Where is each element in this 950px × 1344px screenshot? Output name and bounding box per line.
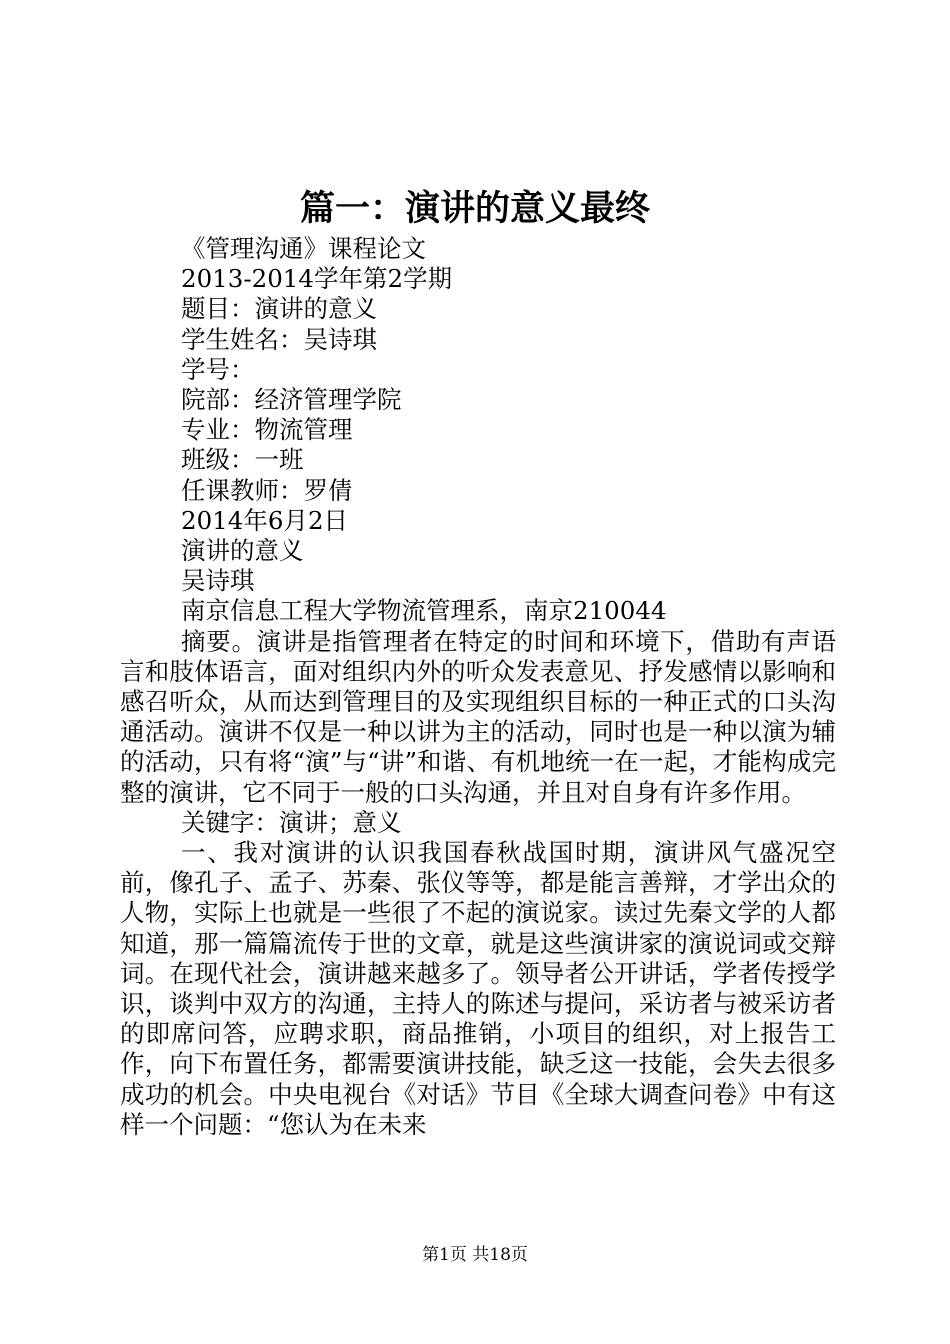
header-line-student-name: 学生姓名：吴诗琪 (181, 324, 377, 354)
header-line-course: 《管理沟通》课程论文 (181, 234, 426, 263)
paper-affiliation: 南京信息工程大学物流管理系，南京210044 (181, 596, 667, 626)
document-title: 篇一：演讲的意义最终 (299, 188, 650, 229)
paper-author: 吴诗琪 (181, 566, 255, 596)
header-line-date: 2014年6月2日 (181, 505, 349, 535)
header-line-class: 班级：一班 (181, 445, 304, 475)
page-footer: 第1页 共18页 (422, 1245, 528, 1265)
section-one-paragraph: 一、我对演讲的认识我国春秋战国时期，演讲风气盛况空前，像孔子、孟子、苏秦、张仪等等，都是能言善辩，才学出众的人物，实际上也就是一些很了不起的演说家。读过先秦文学的人都知道，那一篇篇流传于世的文章，就是这些演讲家的演说词或交辩词。在现代社会，演讲越来越多了。领导者公开讲话，学者传授学识，谈判中双方的沟通，主持人的陈述与提问，采访者与被采访者的即席问答，应聘求职，商品推销，小项目的组织，对上报告工作，向下布置任务，都需要演讲技能，缺乏这一技能，会失去很多成功的机会。中央电视台《对话》节目《全球大调查问卷》中有这样一个问题：“您认为在未来 (120, 838, 836, 1139)
header-line-topic: 题目：演讲的意义 (181, 294, 377, 324)
abstract-paragraph: 摘要。演讲是指管理者在特定的时间和环境下，借助有声语言和肢体语言，面对组织内外的听众发表意见、抒发感情以影响和感召听众，从而达到管理目的及实现组织目标的一种正式的口头沟通活动。演讲不仅是一种以讲为主的活动，同时也是一种以演为辅的活动，只有将“演”与“讲”和谐、有机地统一在一起，才能构成完整的演讲，它不同于一般的口头沟通，并且对自身有许多作用。 (120, 626, 836, 807)
header-line-student-id: 学号： (181, 354, 255, 384)
header-line-term: 2013-2014学年第2学期 (181, 264, 453, 294)
header-line-major: 专业：物流管理 (181, 415, 353, 445)
document-body (120, 234, 836, 1140)
header-line-teacher: 任课教师：罗倩 (181, 475, 353, 505)
paper-title: 演讲的意义 (181, 536, 304, 566)
keywords-paragraph: 关键字：演讲；意义 (181, 807, 402, 837)
header-line-department: 院部：经济管理学院 (181, 385, 402, 415)
